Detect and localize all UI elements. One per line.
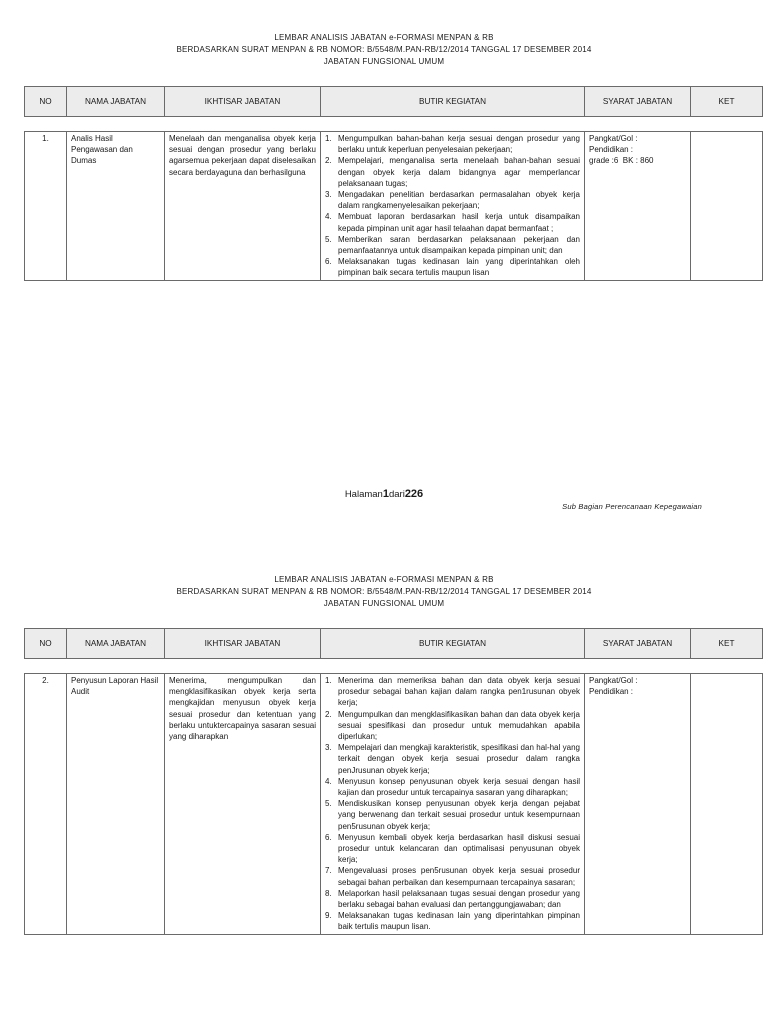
butir-item (325, 211, 580, 233)
butir-number: 3. (325, 190, 332, 200)
row-nama-jabatan: Analis Hasil Pengawasan dan Dumas (67, 132, 165, 281)
header-no: NO (25, 87, 67, 117)
butir-text: Melaksanakan tugas kedinasan lain yang diperintahkan oleh pimpinan baik secara tertulis maupun lisan (338, 257, 580, 278)
page-1-header-table (24, 86, 763, 117)
header-butir-kegiatan: BUTIR KEGIATAN (321, 87, 585, 117)
header-nama-jabatan: NAMA JABATAN (67, 629, 165, 659)
page-1-title-block (0, 32, 768, 68)
butir-number: 2. (325, 156, 332, 166)
butir-list (325, 133, 580, 279)
butir-text: Mendiskusikan konsep penyusunan obyek kerja dengan pejabat yang berwenang dan terkait sesuai prosedur untuk kesempurnaan pen5rusunan obyek kerja; (338, 799, 580, 831)
butir-item (325, 675, 580, 709)
syarat-pendidikan: Pendidikan : (589, 145, 634, 155)
butir-text: Mengumpulkan bahan-bahan kerja sesuai dengan prosedur yang berlaku untuk keperluan penyelesaian pekerjaan; (338, 134, 580, 155)
butir-number: 1. (325, 676, 332, 685)
document-subtitle: BERDASARKAN SURAT MENPAN & RB NOMOR: B/5548/M.PAN-RB/12/2014 TANGGAL 17 DESEMBER 2014 (176, 587, 592, 596)
page-footer (0, 488, 768, 500)
row-no: 1. (25, 132, 67, 281)
butir-item (325, 776, 580, 798)
butir-text: Menerima dan memeriksa bahan dan data obyek kerja sesuai prosedur sebagai bahan kajian dalam rangka pen1rusunan obyek kerja; (338, 676, 580, 708)
butir-number: 8. (325, 888, 332, 898)
document-category: JABATAN FUNGSIONAL UMUM (323, 599, 445, 608)
butir-number: 5. (325, 799, 332, 809)
page-2-header-table (24, 628, 763, 659)
butir-text: Melaksanakan tugas kedinasan lain yang diperintahkan pimpinan baik tertulis maupun lisan. (338, 911, 580, 932)
butir-item (325, 865, 580, 887)
butir-text: Mengadakan penelitian berdasarkan permasalahan obyek kerja dalam rangkamenyelesaikan pekerjaan; (338, 190, 580, 211)
butir-text: Menyusun konsep penyusunan obyek kerja sesuai dengan hasil kajian dan prosedur untuk tercapainya sasaran yang diharapkan; (338, 776, 580, 798)
footer-dari-label: dari (388, 489, 405, 500)
butir-item (325, 709, 580, 743)
butir-number: 7. (325, 866, 332, 876)
butir-number: 4. (325, 776, 332, 786)
butir-number: 5. (325, 234, 332, 244)
footer-halaman-label: Halaman (344, 489, 383, 500)
row-nama-jabatan: Penyusun Laporan Hasil Audit (67, 674, 165, 935)
header-nama-jabatan: NAMA JABATAN (67, 87, 165, 117)
syarat-pendidikan: Pendidikan : (589, 687, 634, 697)
row-butir-kegiatan (321, 132, 585, 281)
butir-text: Membuat laporan berdasarkan hasil kerja untuk disampaikan kepada pimpinan unit agar hasil telaahan dapat bermanfaat ; (338, 212, 580, 233)
table-row (25, 674, 763, 935)
butir-item (325, 133, 580, 155)
header-ket: KET (691, 87, 763, 117)
butir-list (325, 675, 580, 933)
syarat-grade: grade :6 BK : 860 (589, 156, 654, 166)
butir-text: Mengumpulkan dan mengklasifikasikan bahan dan data obyek kerja sesuai spesifikasi dan prosedur untuk memudahkan apabila diperlukan; (338, 709, 580, 742)
butir-number: 4. (325, 212, 332, 222)
row-butir-kegiatan (321, 674, 585, 935)
page-2-title-block (0, 574, 768, 610)
butir-item (325, 234, 580, 256)
butir-item (325, 189, 580, 211)
page-2-job-table (24, 673, 763, 935)
syarat-pangkat: Pangkat/Gol : (589, 134, 638, 143)
header-no: NO (25, 629, 67, 659)
butir-text: Mempelajari dan mengkaji karakteristik, spesifikasi dan hal-hal yang terkait dengan obyek kerja sesuai prosedur dalam rangka penJrusunan obyek kerja; (338, 743, 580, 775)
footer-page-total: 226 (404, 488, 424, 500)
butir-text: Menyusun kembali obyek kerja berdasarkan hasil diskusi sesuai prosedur untuk kelancaran dan optimalisasi penyusunan obyek kerja; (338, 832, 580, 865)
document-title: LEMBAR ANALISIS JABATAN e-FORMASI MENPAN & RB (274, 33, 494, 42)
row-ket (691, 674, 763, 935)
header-ikhtisar-jabatan: IKHTISAR JABATAN (165, 87, 321, 117)
butir-text: Melaporkan hasil pelaksanaan tugas sesuai dengan prosedur yang berlaku sebagai bahan evaluasi dan pertanggungjawaban; dan (338, 888, 580, 910)
header-ikhtisar-jabatan: IKHTISAR JABATAN (165, 629, 321, 659)
row-syarat (585, 132, 691, 281)
header-butir-kegiatan: BUTIR KEGIATAN (321, 629, 585, 659)
document-category: JABATAN FUNGSIONAL UMUM (323, 57, 445, 66)
butir-number: 2. (325, 709, 332, 719)
table-row (25, 132, 763, 281)
butir-item (325, 742, 580, 776)
row-ket (691, 132, 763, 281)
butir-item (325, 155, 580, 189)
row-syarat (585, 674, 691, 935)
page-1-job-table (24, 131, 763, 281)
butir-text: Mengevaluasi proses pen5rusunan obyek kerja sesuai prosedur sebagai bahan perbaikan dan kesempurnaan tercapainya sasaran; (338, 866, 580, 887)
row-ikhtisar: Menerima, mengumpulkan dan mengklasifikasikan obyek kerja serta mengkajidan menyusun obyek kerja sesuai prosedur dan ketentuan yang berlaku untuktercapainya sasaran sesuai yang diharapkan (165, 674, 321, 935)
butir-item (325, 832, 580, 866)
butir-number: 3. (325, 743, 332, 753)
butir-number: 9. (325, 911, 332, 921)
syarat-pangkat: Pangkat/Gol : (589, 676, 638, 685)
butir-number: 6. (325, 832, 332, 842)
butir-text: Mempelajari, menganalisa serta menelaah bahan-bahan sesuai dengan obyek kerja dalam bidangnya agar memperlancar pelaksanaan tugas; (338, 156, 580, 188)
row-ikhtisar: Menelaah dan menganalisa obyek kerja sesuai dengan prosedur yang berlaku agarsemua pekerjaan dapat diselesaikan secara berdayaguna dan berhasilguna (165, 132, 321, 281)
row-no: 2. (25, 674, 67, 935)
butir-item (325, 888, 580, 910)
butir-item (325, 256, 580, 278)
footer-page-number: 1 (382, 488, 389, 500)
header-syarat-jabatan: SYARAT JABATAN (585, 87, 691, 117)
document-title: LEMBAR ANALISIS JABATAN e-FORMASI MENPAN & RB (274, 575, 494, 584)
butir-number: 6. (325, 257, 332, 267)
butir-number: 1. (325, 134, 332, 143)
header-syarat-jabatan: SYARAT JABATAN (585, 629, 691, 659)
butir-item (325, 910, 580, 932)
document-subtitle: BERDASARKAN SURAT MENPAN & RB NOMOR: B/5548/M.PAN-RB/12/2014 TANGGAL 17 DESEMBER 2014 (176, 45, 592, 54)
butir-item (325, 798, 580, 832)
footer-department: Sub Bagian Perencanaan Kepegawaian (562, 502, 702, 511)
header-ket: KET (691, 629, 763, 659)
butir-text: Memberikan saran berdasarkan pelaksanaan pekerjaan dan pemanfaatannya untuk disampaikan kepada pimpinan unit; dan (338, 234, 580, 256)
